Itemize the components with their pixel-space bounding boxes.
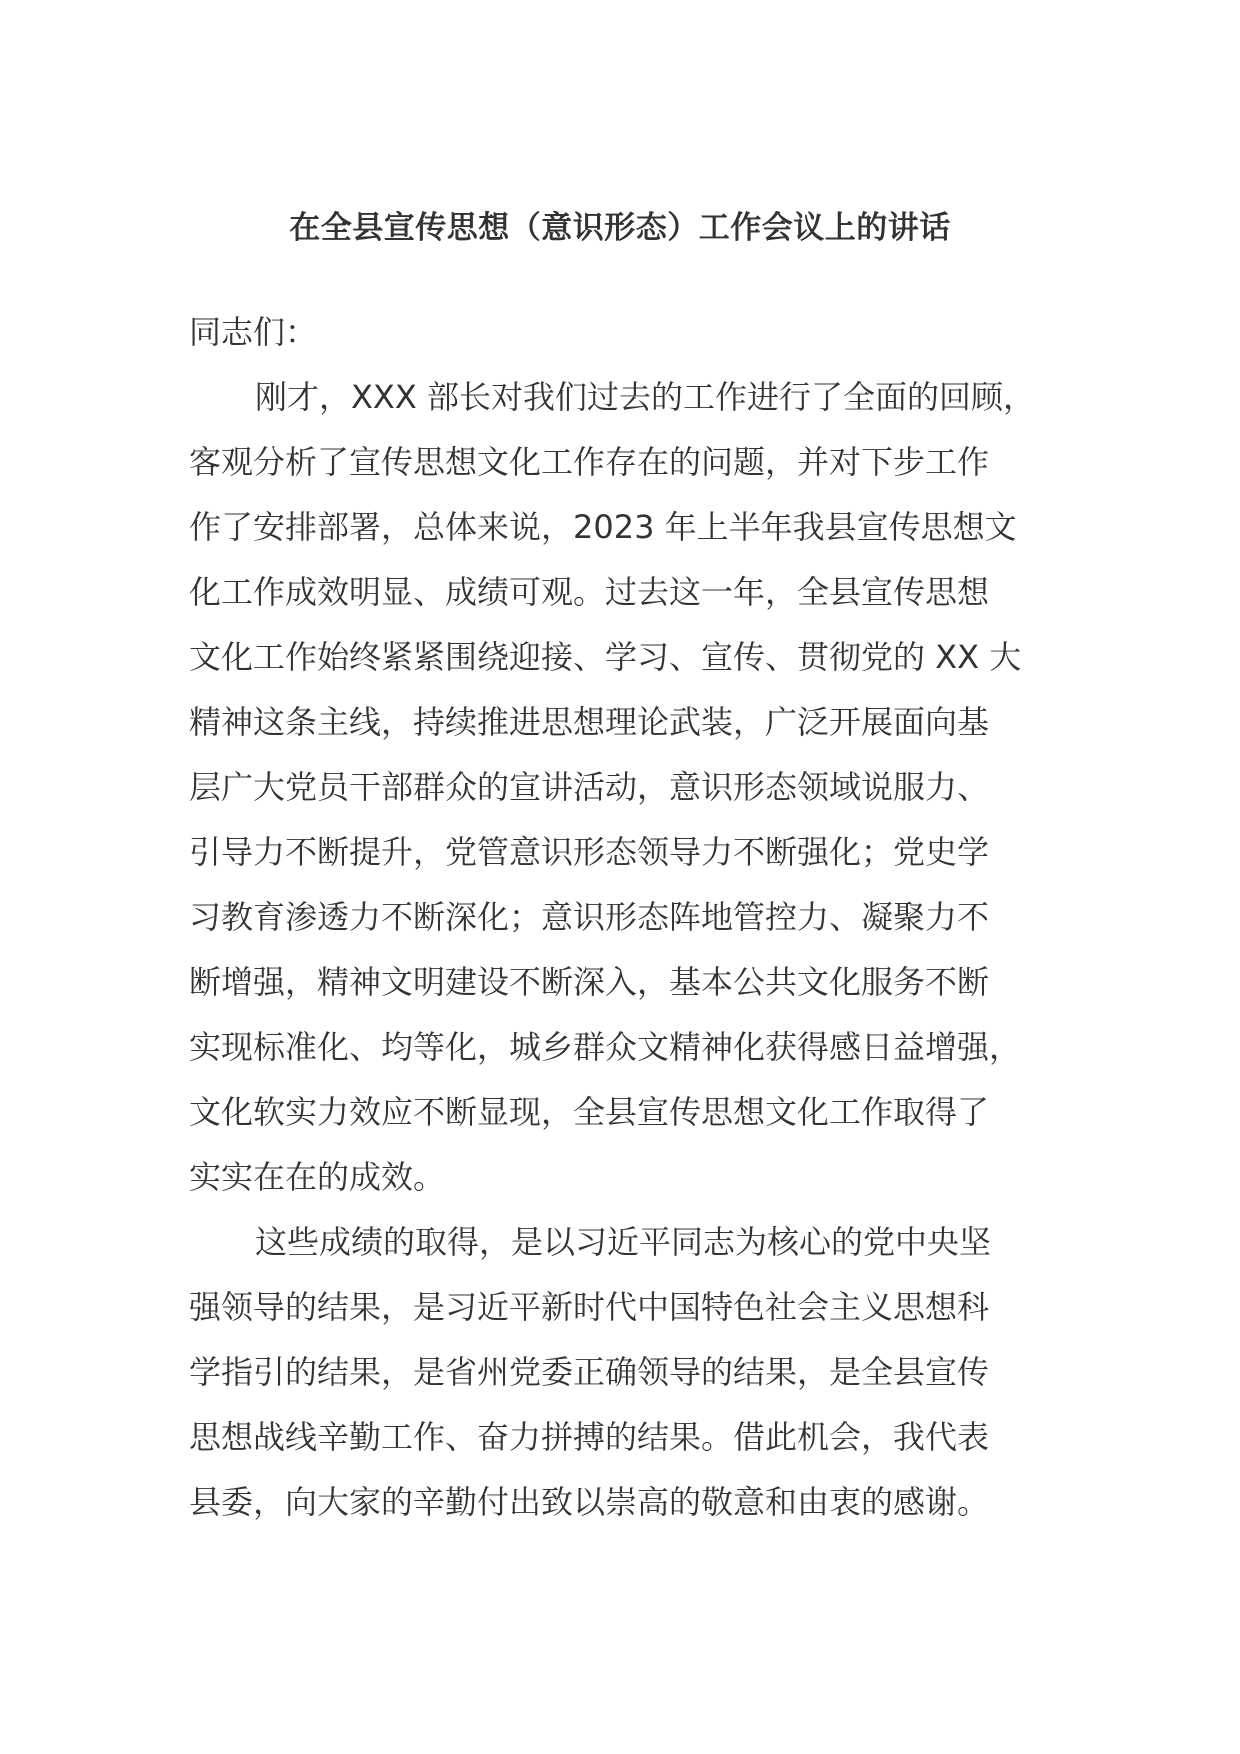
paragraph-line: 文化工作始终紧紧围绕迎接、学习、宣传、贯彻党的 XX 大 — [189, 638, 1022, 676]
paragraph-line: 文化软实力效应不断显现，全县宣传思想文化工作取得了 — [189, 1093, 990, 1131]
paragraph-line: 刚才，XXX 部长对我们过去的工作进行了全面的回顾， — [255, 378, 1035, 416]
document-title: 在全县宣传思想（意识形态）工作会议上的讲话 — [289, 210, 951, 246]
paragraph-line: 习教育渗透力不断深化；意识形态阵地管控力、凝聚力不 — [189, 898, 990, 936]
paragraph-line: 实实在在的成效。 — [189, 1158, 446, 1196]
paragraph-line: 客观分析了宣传思想文化工作存在的问题，并对下步工作 — [189, 443, 990, 481]
paragraph-1 — [189, 365, 1059, 1210]
paragraph-line: 实现标准化、均等化，城乡群众文精神化获得感日益增强， — [189, 1028, 1022, 1066]
paragraph-line: 思想战线辛勤工作、奋力拼搏的结果。借此机会，我代表 — [189, 1418, 990, 1456]
paragraph-line: 作了安排部署，总体来说，2023 年上半年我县宣传思想文 — [189, 508, 1017, 546]
paragraph-line: 断增强，精神文明建设不断深入，基本公共文化服务不断 — [189, 963, 990, 1001]
paragraph-line: 县委，向大家的辛勤付出致以崇高的敬意和由衷的感谢。 — [189, 1483, 990, 1521]
document-body — [189, 300, 1059, 1535]
paragraph-2 — [189, 1210, 1059, 1535]
paragraph-line: 化工作成效明显、成绩可观。过去这一年，全县宣传思想 — [189, 573, 990, 611]
salutation: 同志们： — [189, 313, 318, 351]
paragraph-line: 精神这条主线，持续推进思想理论武装，广泛开展面向基 — [189, 703, 990, 741]
paragraph-line: 这些成绩的取得，是以习近平同志为核心的党中央坚 — [255, 1223, 992, 1261]
paragraph-line: 强领导的结果，是习近平新时代中国特色社会主义思想科 — [189, 1288, 990, 1326]
paragraph-line: 层广大党员干部群众的宣讲活动，意识形态领域说服力、 — [189, 768, 990, 806]
paragraph-line: 引导力不断提升，党管意识形态领导力不断强化；党史学 — [189, 833, 990, 871]
paragraph-line: 学指引的结果，是省州党委正确领导的结果，是全县宣传 — [189, 1353, 990, 1391]
